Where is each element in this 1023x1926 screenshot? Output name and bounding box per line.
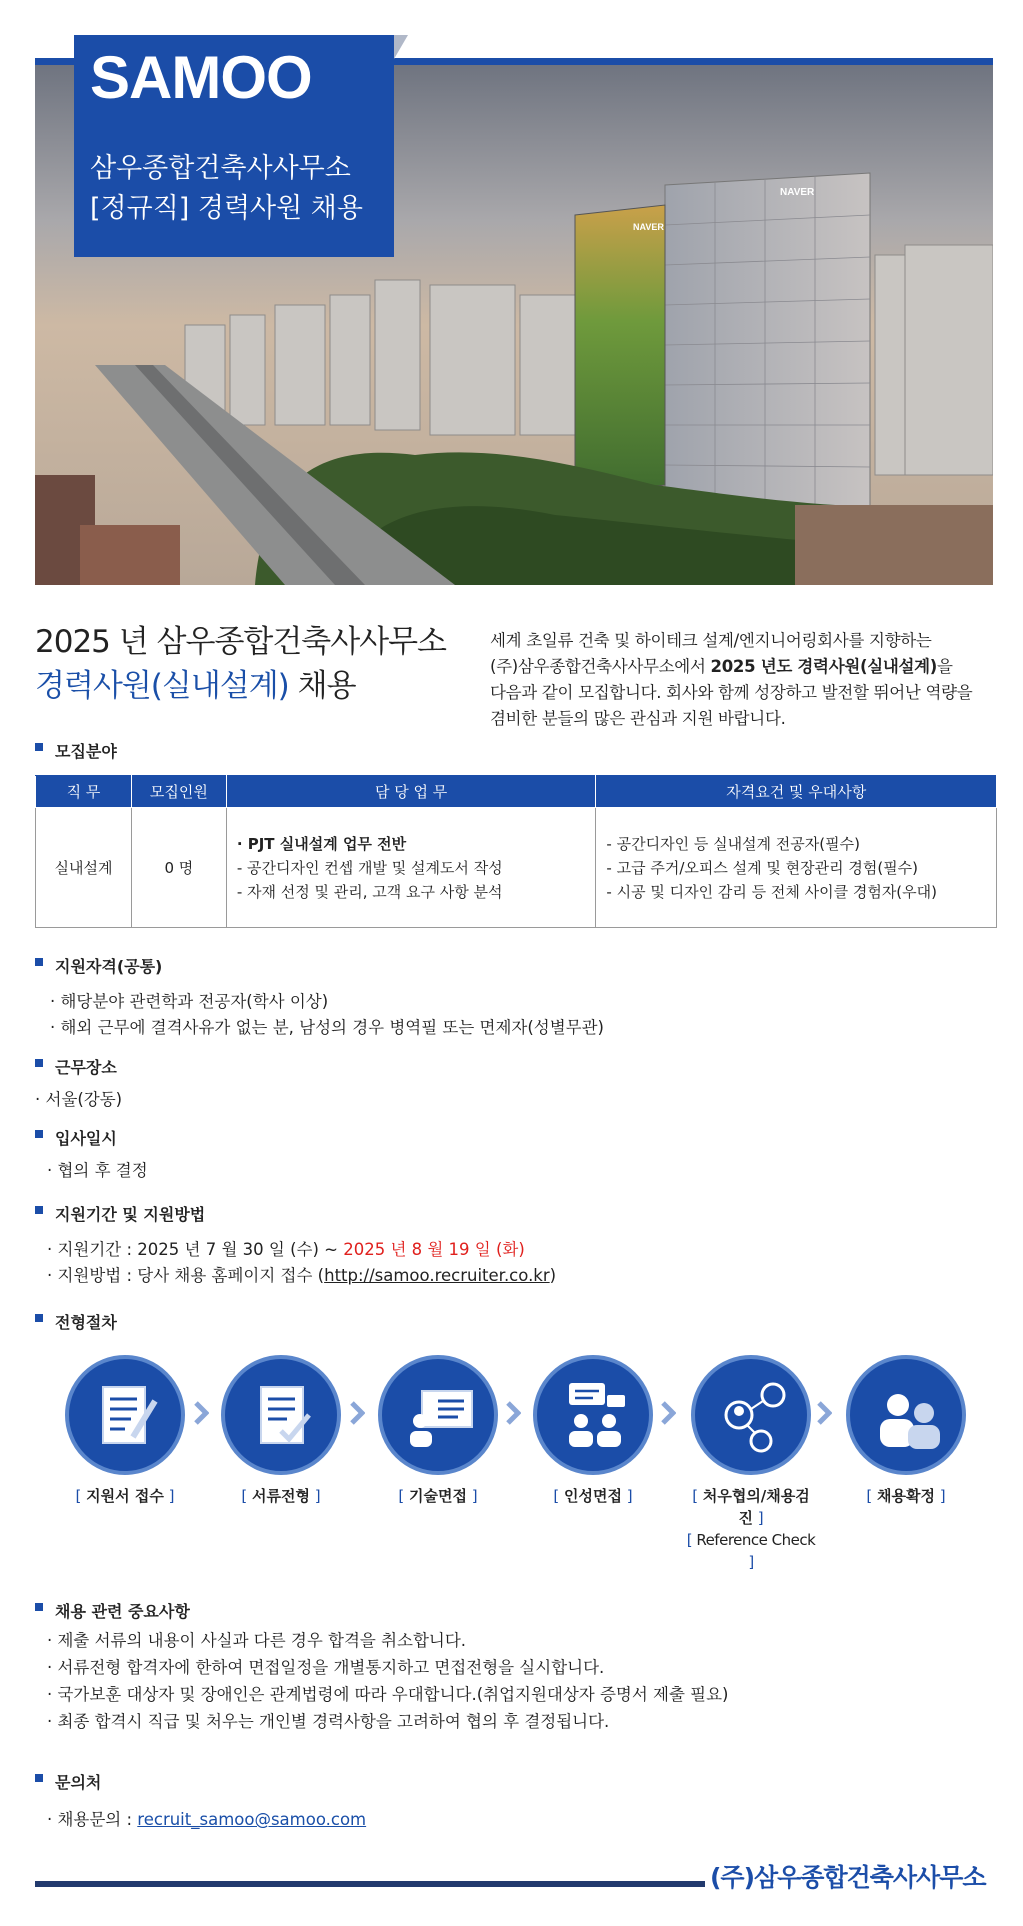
bullet-square-icon bbox=[35, 1774, 43, 1782]
samoo-logo: SAMOO bbox=[90, 44, 312, 111]
section-heading-recruit: 모집분야 bbox=[35, 741, 117, 763]
document-check-icon bbox=[251, 1381, 319, 1453]
contact-item: · 채용문의 : recruit_samoo@samoo.com bbox=[47, 1810, 367, 1829]
hero-company-name: 삼우종합건축사사무소 bbox=[90, 153, 351, 184]
footer-rule bbox=[35, 1881, 705, 1887]
notes-item: · 최종 합격시 직급 및 처우는 개인별 경력사항을 고려하여 협의 후 결정됩니다. bbox=[47, 1712, 610, 1731]
process-step-label: 처우협의/채용검진 bbox=[702, 1487, 810, 1527]
location-item: · 서울(강동) bbox=[35, 1090, 123, 1109]
table-header: 직 무 bbox=[36, 776, 132, 808]
notes-item: · 제출 서류의 내용이 사실과 다른 경우 합격을 취소합니다. bbox=[47, 1631, 467, 1650]
apply-deadline: 2025 년 8 월 19 일 (화) bbox=[343, 1240, 525, 1259]
hero-recruit-title: [정규직] 경력사원 채용 bbox=[90, 193, 363, 224]
intro-paragraph: 세계 초일류 건축 및 하이테크 설계/엔지니어링회사를 지향하는 (주)삼우종합건축사사무소에서 2025 년도 경력사원(실내설계)을 다음과 같이 모집합니다. 회사와 함께 성장하고 발전할 뛰어난 역량을 겸비한 분들의 많은 관심과 지원 바랍니다. bbox=[490, 631, 973, 728]
process-step-label: 채용확정 bbox=[877, 1487, 935, 1505]
notes-item: · 서류전형 합격자에 한하여 면접일정을 개별통지하고 면접전형을 실시합니다. bbox=[47, 1658, 605, 1677]
section-heading-qualification: 지원자격(공통) bbox=[35, 956, 162, 978]
network-icon bbox=[721, 1381, 789, 1453]
page-title-highlight: 경력사원(실내설계) bbox=[35, 668, 289, 704]
recruit-site-link[interactable]: http://samoo.recruiter.co.kr bbox=[324, 1266, 550, 1285]
cell-job: 실내설계 bbox=[36, 808, 132, 928]
bullet-square-icon bbox=[35, 1130, 43, 1138]
bullet-square-icon bbox=[35, 743, 43, 751]
table-header: 모집인원 bbox=[131, 776, 226, 808]
interview-icon bbox=[563, 1381, 631, 1453]
bullet-square-icon bbox=[35, 1206, 43, 1214]
cell-requirements: - 공간디자인 등 실내설계 전공자(필수) - 고급 주거/오피스 설계 및 현장관리 경험(필수) - 시공 및 디자인 감리 등 전체 사이클 경험자(우대) bbox=[596, 808, 997, 928]
process-step-technical-interview: [ 기술면접 ] bbox=[377, 1355, 499, 1507]
hero-box-corner bbox=[394, 35, 408, 59]
process-step-final: [ 채용확정 ] bbox=[845, 1355, 967, 1507]
process-step-negotiation: [ 처우협의/채용검진 ] [ Reference Check ] bbox=[686, 1355, 816, 1573]
notes-item: · 국가보훈 대상자 및 장애인은 관계법령에 따라 우대합니다.(취업지원대상자 증명서 제출 필요) bbox=[47, 1685, 729, 1704]
naver-sign-green: NAVER bbox=[633, 222, 664, 232]
section-heading-notes: 채용 관련 중요사항 bbox=[35, 1601, 190, 1623]
process-step-sublabel: Reference Check bbox=[696, 1531, 816, 1549]
process-step-label: 지원서 접수 bbox=[86, 1487, 164, 1505]
process-step-application: [ 지원서 접수 ] bbox=[64, 1355, 186, 1507]
hero-title-box bbox=[74, 35, 394, 257]
process-step-personality-interview: [ 인성면접 ] bbox=[532, 1355, 654, 1507]
bullet-square-icon bbox=[35, 1314, 43, 1322]
section-heading-location: 근무장소 bbox=[35, 1057, 117, 1079]
cell-count: 0 명 bbox=[131, 808, 226, 928]
section-heading-process: 전형절차 bbox=[35, 1312, 117, 1334]
chevron-right-icon bbox=[193, 1400, 209, 1426]
cell-duties: · PJT 실내설계 업무 전반 - 공간디자인 컨셉 개발 및 설계도서 작성 - 자재 선정 및 관리, 고객 요구 사항 분석 bbox=[226, 808, 596, 928]
table-header: 자격요건 및 우대사항 bbox=[596, 776, 997, 808]
chevron-right-icon bbox=[505, 1400, 521, 1426]
table-header-row bbox=[36, 776, 997, 808]
page-title: 2025 년 삼우종합건축사사무소 경력사원(실내설계) 채용 bbox=[35, 624, 447, 704]
table-row bbox=[36, 808, 997, 928]
footer-company-name: (주)삼우종합건축사사무소 bbox=[710, 1863, 986, 1892]
bullet-square-icon bbox=[35, 1059, 43, 1067]
qualification-item: · 해당분야 관련학과 전공자(학사 이상) bbox=[50, 992, 329, 1011]
presentation-icon bbox=[408, 1381, 476, 1453]
apply-period: · 지원기간 : 2025 년 7 월 30 일 (수) ~ 2025 년 8 월 19 일 (화) bbox=[47, 1240, 525, 1259]
section-heading-apply: 지원기간 및 지원방법 bbox=[35, 1204, 205, 1226]
bullet-square-icon bbox=[35, 1603, 43, 1611]
qualification-item: · 해외 근무에 결격사유가 없는 분, 남성의 경우 병역필 또는 면제자(성별무관) bbox=[50, 1018, 604, 1037]
chevron-right-icon bbox=[816, 1400, 832, 1426]
start-item: · 협의 후 결정 bbox=[47, 1161, 148, 1180]
chevron-right-icon bbox=[349, 1400, 365, 1426]
naver-sign-main: NAVER bbox=[780, 187, 815, 198]
process-step-label: 기술면접 bbox=[409, 1487, 467, 1505]
contact-email-link[interactable]: recruit_samoo@samoo.com bbox=[137, 1810, 367, 1829]
apply-method: · 지원방법 : 당사 채용 홈페이지 접수 (http://samoo.recruiter.co.kr) bbox=[47, 1266, 557, 1285]
bullet-square-icon bbox=[35, 958, 43, 966]
people-icon bbox=[876, 1381, 944, 1453]
section-heading-contact: 문의처 bbox=[35, 1772, 101, 1794]
table-header: 담 당 업 무 bbox=[226, 776, 596, 808]
process-step-label: 인성면접 bbox=[564, 1487, 622, 1505]
process-step-label: 서류전형 bbox=[252, 1487, 310, 1505]
document-pen-icon bbox=[95, 1381, 163, 1453]
section-heading-start: 입사일시 bbox=[35, 1128, 117, 1150]
process-step-document-screening: [ 서류전형 ] bbox=[220, 1355, 342, 1507]
chevron-right-icon bbox=[660, 1400, 676, 1426]
recruit-table bbox=[35, 775, 997, 928]
